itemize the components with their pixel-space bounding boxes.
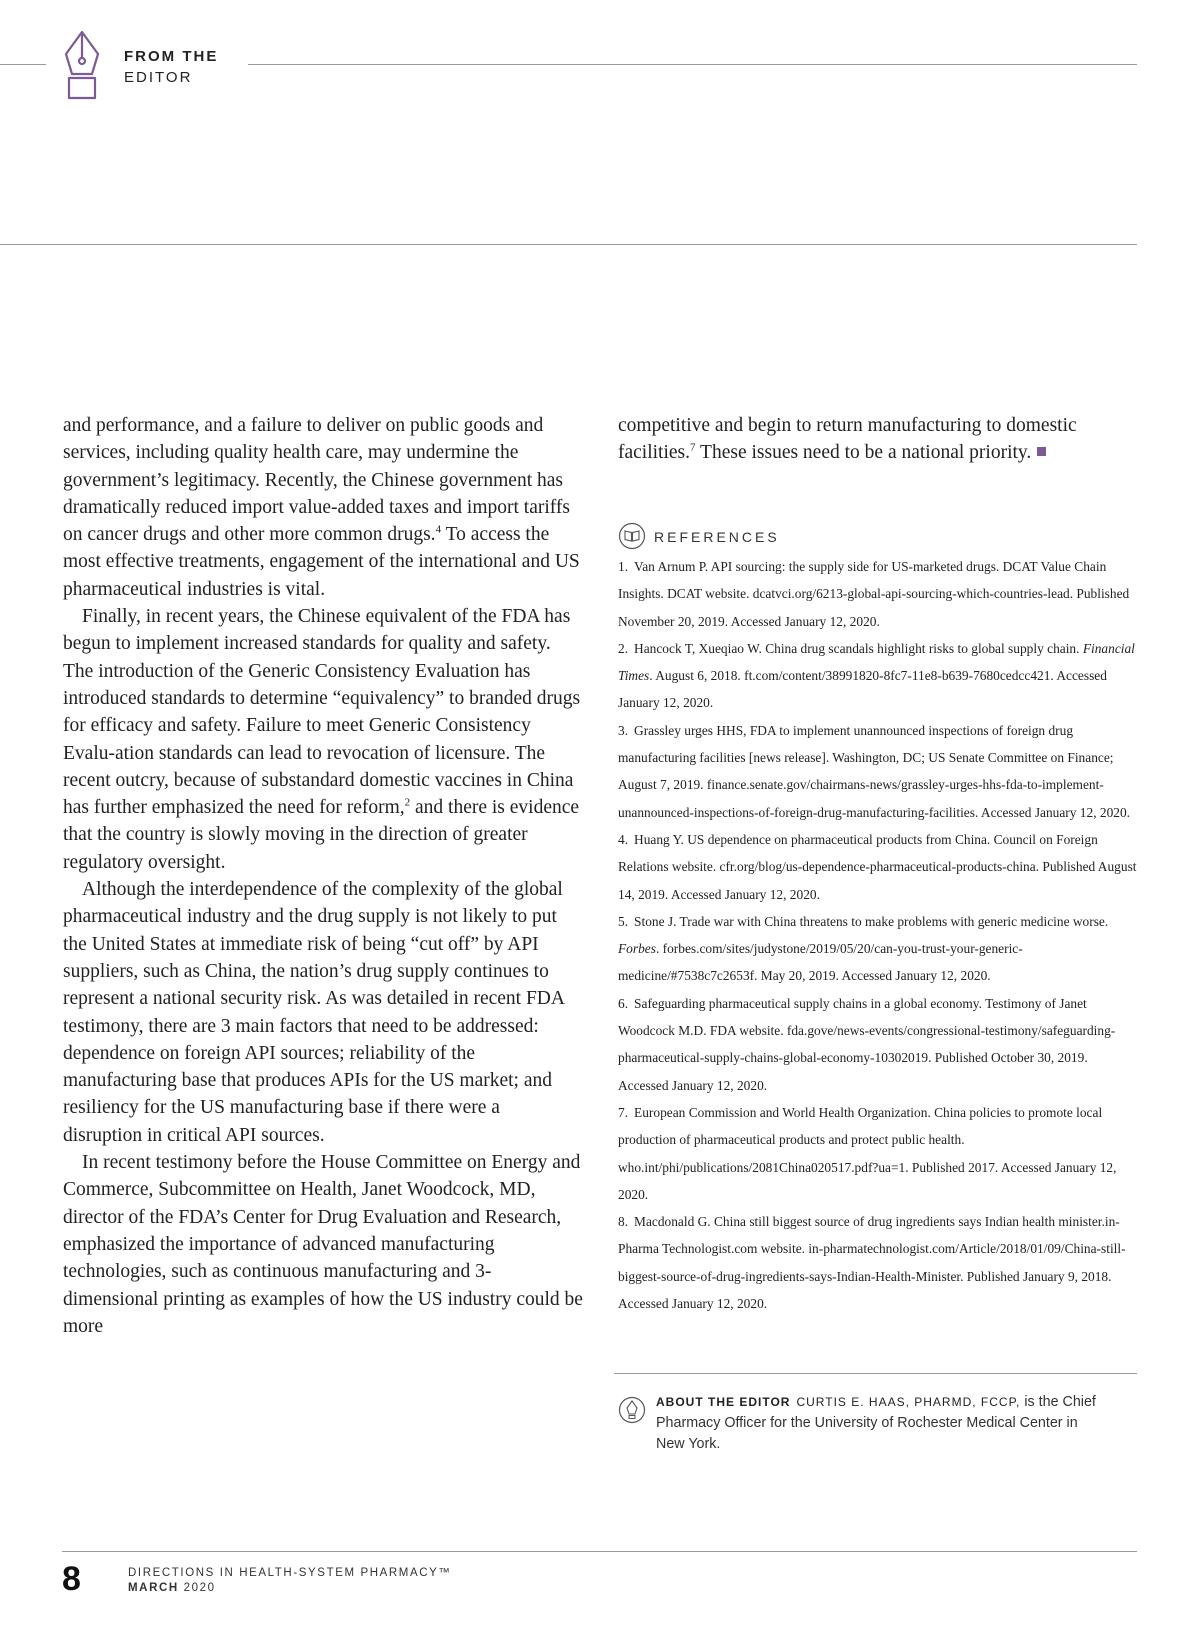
reference-item: 3. Grassley urges HHS, FDA to implement unannounced inspections of foreign drug manufacturing facilities [news release]. Washington, DC; US Senate Committee on Finance; August 7, 2019. finance.senate.gov/chairmans-news/grassley-urges-hhs-fda-to-implement-unannounced-inspections-of-foreign-drug-manufacturing-facilities. Accessed January 12, 2020. [618,722,1131,820]
left-column [63,412,583,1340]
paragraph-1: and performance, and a failure to deliver on public goods and services, including quality health care, may undermine the government’s legitimacy. Recently, the Chinese government has dramatically reduced import value-added taxes and import tariffs on cancer drugs and other more common drugs.$^4$ To access the most effective treatments, engagement of the international and US pharmaceutical industries is vital. [63,415,580,600]
paragraph-3: Although the interdependence of the complexity of the global pharmaceutical industry and the drug supply is not likely to put the United States at immediate risk of being “cut off” by API suppliers, such as China, the nation’s drug supply continues to represent a national security risk. As was detailed in recent FDA testimony, there are 3 main factors that need to be addressed: dependence on foreign API sources; reliability of the manufacturing base that produces APIs for the US market; and resiliency for the US manufacturing base if there were a disruption in critical API sources. [63,879,564,1146]
end-mark-icon [1037,447,1046,456]
about-editor-label: ABOUT THE EDITOR [656,1395,791,1409]
top-divider [0,244,1137,245]
header-rule-left [0,64,46,65]
reference-item: 6. Safeguarding pharmaceutical supply chains in a global economy. Testimony of Janet Woodcock M.D. FDA website. fda.gove/news-events/congressional-testimony/safeguarding-pharmaceutical-supply-chains-global-economy-10302019. Published October 30, 2019. Accessed January 12, 2020. [618,995,1116,1093]
section-label [124,46,218,88]
editor-bio: is the Chief Pharmacy Officer for the University of Rochester Medical Center in New York. [656,1394,1096,1452]
reference-item: 5. Stone J. Trade war with China threatens to make problems with generic medicine worse. Forbes. forbes.com/sites/judystone/2019/05/20/can-you-trust-your-generic-medicine/#7538c7c2653f. May 20, 2019. Accessed January 12, 2020. [618,913,1109,984]
page-number: 8 [62,1560,81,1598]
paragraph-4: In recent testimony before the House Committee on Energy and Commerce, Subcommittee on Health, Janet Woodcock, MD, director of the FDA’s Center for Drug Evaluation and Research, emphasized the importance of advanced manufacturing technologies, such as continuous manufacturing and 3-dimensional printing as examples of how the US industry could be more [63,1152,583,1337]
publication-title: DIRECTIONS IN HEALTH-SYSTEM PHARMACY™ [128,1567,452,1579]
reference-item: 4. Huang Y. US dependence on pharmaceutical products from China. Council on Foreign Relations website. cfr.org/blog/us-dependence-pharmaceutical-products-china. Published August 14, 2019. Accessed January 12, 2020. [618,831,1137,902]
right-column-text: competitive and begin to return manufacturing to domestic facilities.$^7$ These issues need to be a national priority. [618,415,1077,464]
references-title: REFERENCES [654,529,780,545]
section-label-line2: EDITOR [124,69,193,86]
references-list [618,553,1138,1317]
editor-name: CURTIS E. HAAS, PHARMD, FCCP, [796,1395,1021,1409]
footer-rule [62,1551,1137,1552]
pen-badge-icon [618,1396,646,1424]
issue-date: MARCH 2020 [128,1582,216,1594]
section-label-line1: FROM THE [124,48,219,65]
header-rule-right [248,64,1137,65]
pen-nib-icon [62,30,102,102]
paragraph-2: Finally, in recent years, the Chinese equivalent of the FDA has begun to implement increased standards for quality and safety. The introduction of the Generic Consistency Evaluation has introduced standards to determine “equivalency” to branded drugs for efficacy and safety. Failure to meet Generic Consistency Evalu-ation standards can lead to revocation of licensure. The recent outcry, because of substandard domestic vaccines in China has further emphasized the need for reform,$^2$ and there is evidence that the country is slowly moving in the direction of greater regulatory oversight. [63,606,581,873]
about-editor [656,1392,1096,1455]
reference-item: 2. Hancock T, Xueqiao W. China drug scandals highlight risks to global supply chain. Financial Times. August 6, 2018. ft.com/content/38991820-8fc7-11e8-b639-7680cedcc421. Accessed January 12, 2020. [618,640,1135,711]
book-icon [618,522,646,550]
reference-item: 1. Van Arnum P. API sourcing: the supply side for US-marketed drugs. DCAT Value Chain Insights. DCAT website. dcatvci.org/6213-global-api-sourcing-which-countries-lead. Published November 20, 2019. Accessed January 12, 2020. [618,559,1130,629]
about-divider [614,1373,1137,1374]
reference-item: 7. European Commission and World Health Organization. China policies to promote local production of pharmaceutical products and protect public health. who.int/phi/publications/2081China020517.pdf?ua=1. Published 2017. Accessed January 12, 2020. [618,1104,1117,1202]
publication-info [128,1566,452,1596]
reference-item: 8. Macdonald G. China still biggest source of drug ingredients says Indian health minister.in-Pharma Technologist.com website. in-pharmatechnologist.com/Article/2018/01/09/China-still-biggest-source-of-drug-ingredients-says-Indian-Health-Minister. Published January 9, 2018. Accessed January 12, 2020. [618,1214,1126,1312]
